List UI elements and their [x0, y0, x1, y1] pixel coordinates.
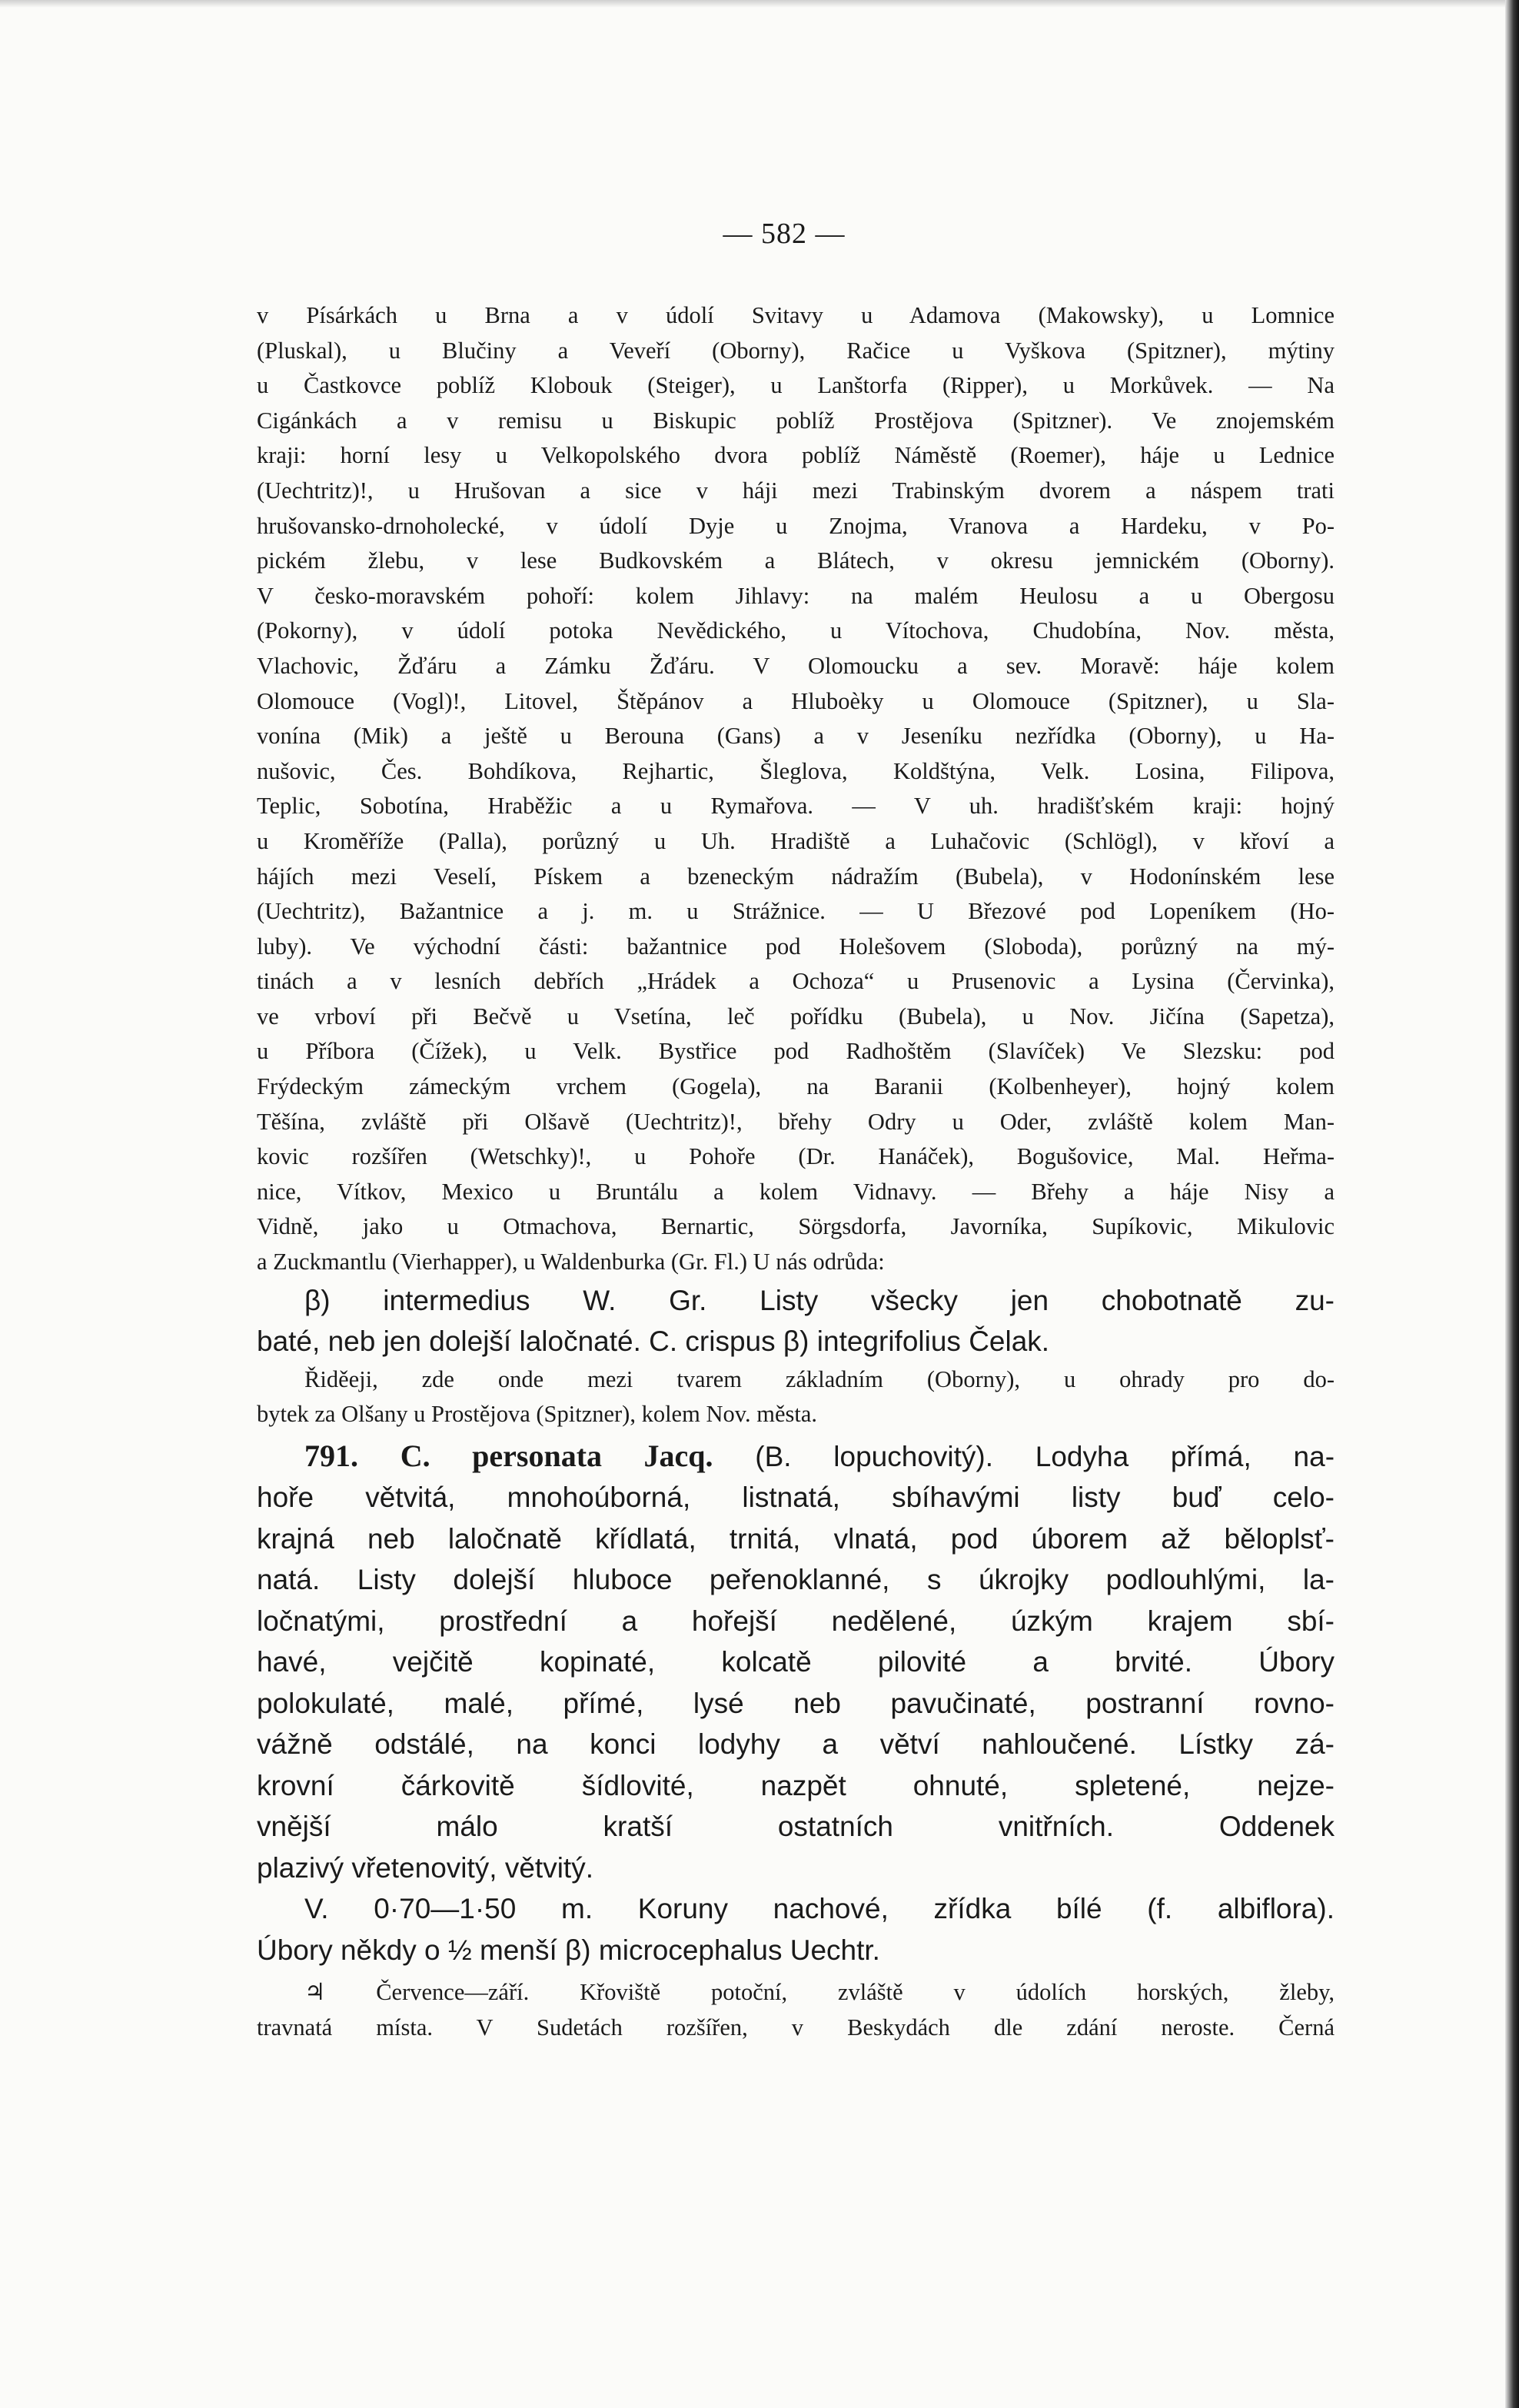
text-line: V. 0·70—1·50 m. Koruny nachové, zřídka bílé (f. albiflora). — [304, 1893, 1335, 1925]
text-line: pickém žlebu, v lese Budkovském a Blátech, v okresu jemnickém (Oborny). — [257, 547, 1335, 574]
habitat-paragraph — [257, 1975, 1335, 2045]
text-line: krovní čárkovitě šídlovité, nazpět ohnuté, spletené, nejze- — [257, 1769, 1335, 1801]
text-line: baté, neb jen dolejší laločnaté. C. crispus β) integrifolius Čelak. — [257, 1325, 1050, 1358]
text-line: Teplic, Sobotína, Hraběžic a u Rymařova. — V uh. hradišťském kraji: hojný — [257, 793, 1335, 820]
species-czech-name: (B. lopuchovitý). — [755, 1440, 994, 1472]
text-fragment: Lodyha přímá, na- — [1035, 1440, 1335, 1472]
text-line: u Kroměříže (Palla), porůzný u Uh. Hradiště a Luhačovic (Schlögl), v křoví a — [257, 827, 1335, 854]
text-line: luby). Ve východní části: bažantnice pod Holešovem (Sloboda), porůzný na mý- — [257, 933, 1335, 960]
text-line: ve vrboví při Bečvě u Vsetína, leč pořídku (Bubela), u Nov. Jičína (Sapetza), — [257, 1003, 1335, 1029]
text-line: (Uechtritz)!, u Hrušovan a sice v háji mezi Trabinským dvorem a náspem trati — [257, 477, 1335, 504]
text-line: vnější málo kratší ostatních vnitřních. Oddenek — [257, 1811, 1335, 1843]
text-line: vážně odstálé, na konci lodyhy a větví nahloučené. Lístky zá- — [257, 1728, 1335, 1761]
text-line: Cigánkách a v remisu u Biskupic poblíž Prostějova (Spitzner). Ve znojemském — [257, 407, 1335, 434]
text-line: ♃ Července—září. Křoviště potoční, zvláště v údolích horských, žleby, — [304, 1979, 1335, 2006]
text-line: hájích mezi Veselí, Pískem a bzeneckým nádražím (Bubela), v Hodonínském lese — [257, 863, 1335, 890]
text-line: ločnatými, prostřední a hořejší nedělené, úzkým krajem sbí- — [257, 1605, 1335, 1637]
text-line: hrušovansko-drnoholecké, v údolí Dyje u Znojma, Vranova a Hardeku, v Po- — [257, 512, 1335, 539]
text-line: krajná neb laločnatě křídlatá, trnitá, vlnatá, pod úborem až běloplsť- — [257, 1522, 1335, 1555]
text-line: nušovic, Čes. Bohdíkova, Rejhartic, Šleglova, Koldštýna, Velk. Losina, Filipova, — [257, 757, 1335, 784]
text-line: tinách a v lesních debřích „Hrádek a Ochoza“ u Prusenovic a Lysina (Červinka), — [257, 968, 1335, 995]
text-line: travnatá místa. V Sudetách rozšířen, v Beskydách dle zdání neroste. Černá — [257, 2014, 1335, 2040]
variety-locality-paragraph — [257, 1362, 1335, 1432]
text-line: polokulaté, malé, přímé, lysé neb pavučinaté, postranní rovno- — [257, 1687, 1335, 1719]
text-line: kovic rozšířen (Wetschky)!, u Pohoře (Dr. Hanáček), Bogušovice, Mal. Heřma- — [257, 1143, 1335, 1170]
text-line: havé, vejčitě kopinaté, kolcatě pilovité a brvité. Úbory — [257, 1646, 1335, 1678]
species-name: C. personata Jacq. — [400, 1438, 713, 1473]
text-line: hoře větvitá, mnohoúborná, listnatá, sbíhavými listy buď celo- — [257, 1482, 1335, 1514]
text-line: β) intermedius W. Gr. Listy všecky jen chobotnatě zu- — [304, 1284, 1335, 1316]
text-line: bytek za Olšany u Prostějova (Spitzner), kolem Nov. města. — [257, 1401, 818, 1428]
species-number: 791. — [304, 1438, 358, 1473]
text-line: vonína (Mik) a ještě u Berouna (Gans) a v Jeseníku nezřídka (Oborny), u Ha- — [257, 723, 1335, 750]
locality-paragraph — [257, 298, 1335, 1280]
text-line: nice, Vítkov, Mexico u Bruntálu a kolem Vidnavy. — Břehy a háje Nisy a — [257, 1178, 1335, 1205]
text-line: u Častkovce poblíž Klobouk (Steiger), u Lanštorfa (Ripper), u Morkůvek. — Na — [257, 372, 1335, 399]
text-line: u Příbora (Čížek), u Velk. Bystřice pod Radhoštěm (Slavíček) Ve Slezsku: pod — [257, 1038, 1335, 1065]
scan-shadow-right — [1505, 0, 1519, 2408]
scan-shadow-top — [0, 0, 1519, 8]
variety-beta-paragraph — [257, 1280, 1335, 1362]
text-line: Řiděeji, zde onde mezi tvarem základním (Oborny), u ohrady pro do- — [304, 1365, 1335, 1392]
text-line: Frýdeckým zámeckým vrchem (Gogela), na Baranii (Kolbenheyer), hojný kolem — [257, 1073, 1335, 1100]
text-line: kraji: horní lesy u Velkopolského dvora poblíž Náměstě (Roemer), háje u Lednice — [257, 442, 1335, 469]
page-number: — 582 — — [723, 218, 846, 250]
text-line: Těšína, zvláště při Olšavě (Uechtritz)!, břehy Odry u Oder, zvláště kolem Man- — [257, 1108, 1335, 1135]
text-line: Olomouce (Vogl)!, Litovel, Štěpánov a Hluboèky u Olomouce (Spitzner), u Sla- — [257, 687, 1335, 714]
text-line: (Pokorny), v údolí potoka Nevědického, u Vítochova, Chudobína, Nov. města, — [257, 617, 1335, 644]
text-line: a Zuckmantlu (Vierhapper), u Waldenburka (Gr. Fl.) U nás odrůda: — [257, 1249, 885, 1276]
text-line: Vlachovic, Žďáru a Zámku Žďáru. V Olomoucku a sev. Moravě: háje kolem — [257, 652, 1335, 679]
text-line: v Písárkách u Brna a v údolí Svitavy u Adamova (Makowsky), u Lomnice — [257, 302, 1335, 328]
text-line: (Pluskal), u Blučiny a Veveří (Oborny), Račice u Vyškova (Spitzner), mýtiny — [257, 337, 1335, 364]
text-line: plazivý vřetenovitý, větvitý. — [257, 1851, 593, 1884]
text-line: natá. Listy dolejší hluboce peřenoklanné, s úkrojky podlouhlými, la- — [257, 1564, 1335, 1596]
text-line: Úbory někdy o ½ menší β) microcephalus Uechtr. — [257, 1934, 880, 1966]
page-body — [257, 298, 1335, 2046]
species-heading-line — [257, 1435, 1335, 1478]
species-description — [257, 1435, 1335, 1971]
text-line: V česko-moravském pohoří: kolem Jihlavy: na malém Heulosu a u Obergosu — [257, 582, 1335, 609]
text-line: Vidně, jako u Otmachova, Bernartic, Sörgsdorfa, Javorníka, Supíkovic, Mikulovic — [257, 1213, 1335, 1240]
text-line: (Uechtritz), Bažantnice a j. m. u Strážnice. — U Březové pod Lopeníkem (Ho- — [257, 898, 1335, 925]
